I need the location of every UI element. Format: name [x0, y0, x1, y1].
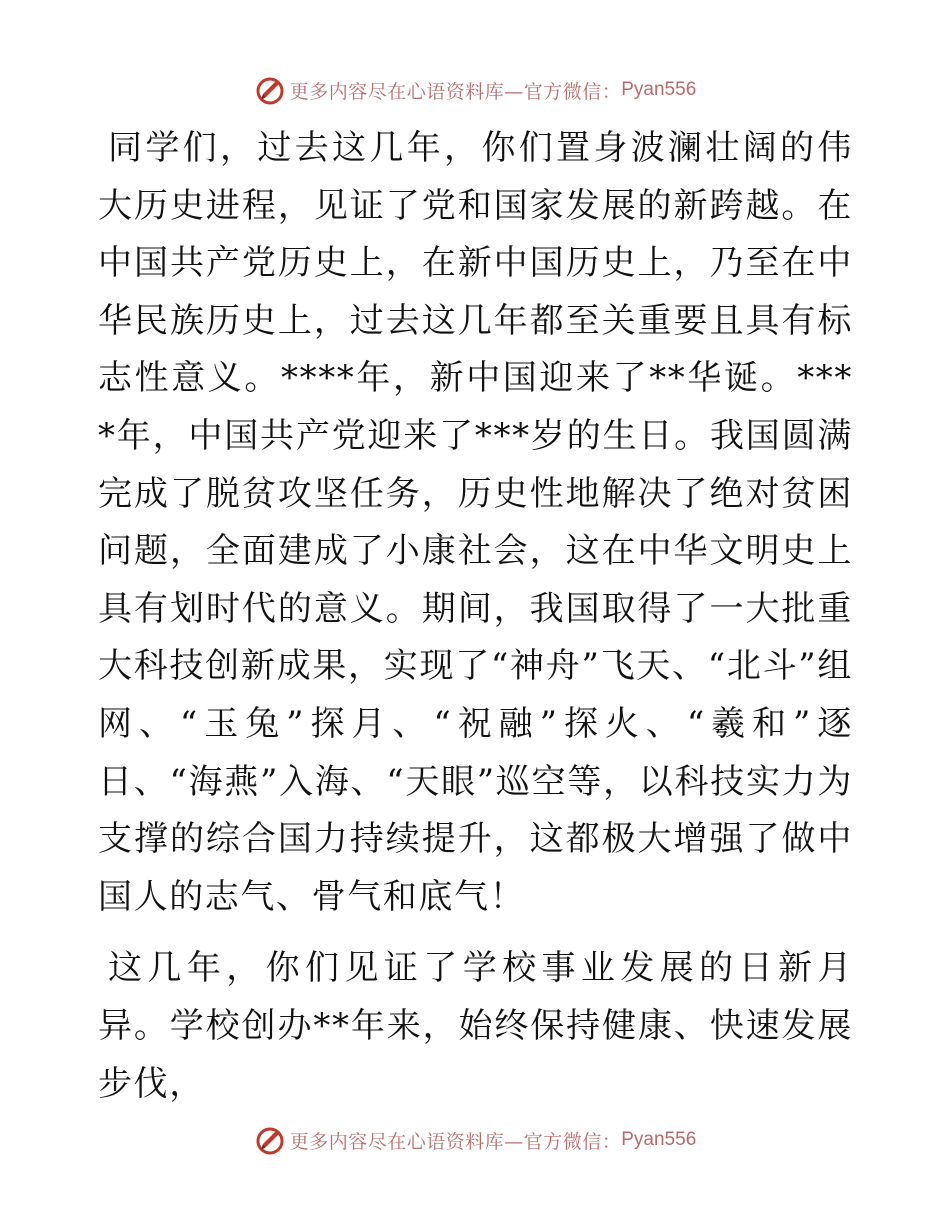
footer-banner-text: 更多内容尽在心语资料库—官方微信：: [289, 1130, 622, 1153]
document-body: [98, 120, 853, 1113]
brand-logo-icon: [254, 1124, 286, 1156]
header-banner-wechat-id: Pyan556: [621, 79, 697, 100]
header-banner-text: 更多内容尽在心语资料库—官方微信：: [289, 80, 622, 103]
header-banner: [0, 70, 950, 110]
paragraph-2: 这几年，你们见证了学校事业发展的日新月异。学校创办**年来，始终保持健康、快速发展步伐，: [98, 948, 853, 1104]
brand-logo-icon: [254, 74, 286, 106]
footer-banner-wechat-id: Pyan556: [621, 1129, 697, 1150]
footer-banner: [0, 1120, 950, 1160]
paragraph-1: 同学们，过去这几年，你们置身波澜壮阔的伟大历史进程，见证了党和国家发展的新跨越。在中国共产党历史上，在新中国历史上，乃至在中华民族历史上，过去这几年都至关重要且具有标志性意义。****年，新中国迎来了**华诞。****年，中国共产党迎来了***岁的生日。我国圆满完成了脱贫攻坚任务，历史性地解决了绝对贫困问题，全面建成了小康社会，这在中华文明史上具有划时代的意义。期间，我国取得了一大批重大科技创新成果，实现了“神舟”飞天、“北斗”组网、“玉兔”探月、“祝融”探火、“羲和”逐日、“海燕”入海、“天眼”巡空等，以科技实力为支撑的综合国力持续提升，这都极大增强了做中国人的志气、骨气和底气！: [98, 128, 853, 917]
